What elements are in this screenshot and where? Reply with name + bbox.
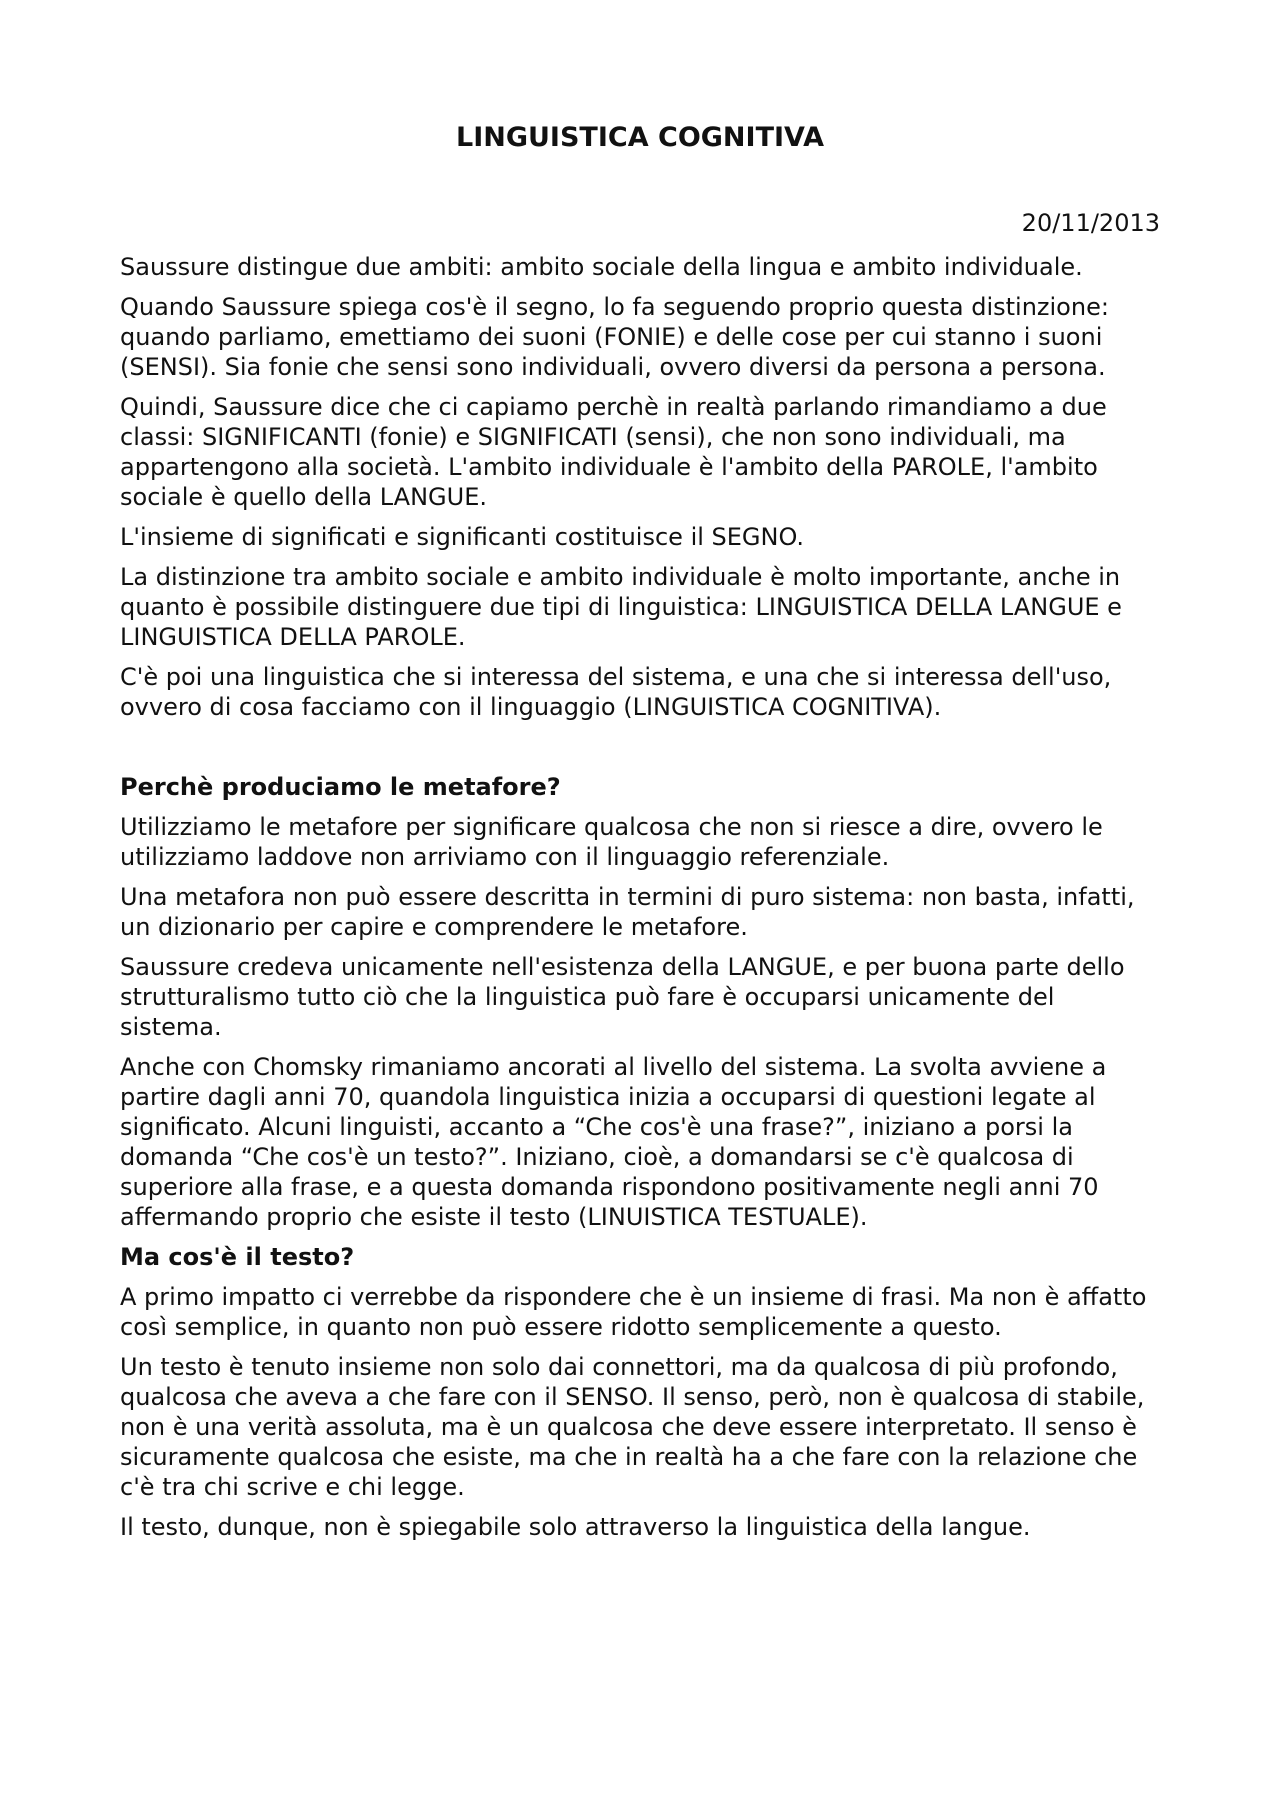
section-heading-metafore: Perchè produciamo le metafore? [120,773,561,801]
document-body [120,252,1160,1552]
document-date: 20/11/2013 [1021,209,1160,237]
document-title: LINGUISTICA COGNITIVA [456,122,824,153]
paragraph: Quando Saussure spiega cos'è il segno, lo fa seguendo proprio questa distinzione: quando parliamo, emettiamo dei suoni (FONIE) e delle cose per cui stanno i suoni (SENSI). Sia fonie che sensi sono individuali, ovvero diversi da persona a persona. [120,293,1109,381]
paragraph: La distinzione tra ambito sociale e ambito individuale è molto importante, anche in quanto è possibile distinguere due tipi di linguistica: LINGUISTICA DELLA LANGUE e LINGUISTICA DELLA PAROLE. [120,563,1122,651]
paragraph: L'insieme di significati e significanti costituisce il SEGNO. [120,523,805,551]
paragraph: Anche con Chomsky rimaniamo ancorati al livello del sistema. La svolta avviene a partire dagli anni 70, quandola linguistica inizia a occuparsi di questioni legate al significato. Alcuni linguisti, accanto a “Che cos'è una frase?”, iniziano a porsi la domanda “Che cos'è un testo?”. Iniziano, cioè, a domandarsi se c'è qualcosa di superiore alla frase, e a questa domanda rispondono positivamente negli anni 70 affermando proprio che esiste il testo (LINUISTICA TESTUALE). [120,1053,1107,1231]
paragraph: Un testo è tenuto insieme non solo dai connettori, ma da qualcosa di più profondo, qualcosa che aveva a che fare con il SENSO. Il senso, però, non è qualcosa di stabile, non è una verità assoluta, ma è un qualcosa che deve essere interpretato. Il senso è sicuramente qualcosa che esiste, ma che in realtà ha a che fare con la relazione che c'è tra chi scrive e chi legge. [120,1353,1145,1501]
section-heading-testo: Ma cos'è il testo? [120,1243,355,1271]
paragraph: Quindi, Saussure dice che ci capiamo perchè in realtà parlando rimandiamo a due classi: SIGNIFICANTI (fonie) e SIGNIFICATI (sensi), che non sono individuali, ma appartengono alla società. L'ambito individuale è l'ambito della PAROLE, l'ambito sociale è quello della LANGUE. [120,393,1107,511]
paragraph: Saussure credeva unicamente nell'esistenza della LANGUE, e per buona parte dello strutturalismo tutto ciò che la linguistica può fare è occuparsi unicamente del sistema. [120,953,1125,1041]
paragraph: C'è poi una linguistica che si interessa del sistema, e una che si interessa dell'uso, ovvero di cosa facciamo con il linguaggio (LINGUISTICA COGNITIVA). [120,663,1112,721]
paragraph: Una metafora non può essere descritta in termini di puro sistema: non basta, infatti, un dizionario per capire e comprendere le metafore. [120,883,1135,941]
paragraph: Il testo, dunque, non è spiegabile solo attraverso la linguistica della langue. [120,1513,1031,1541]
paragraph: A primo impatto ci verrebbe da rispondere che è un insieme di frasi. Ma non è affatto così semplice, in quanto non può essere ridotto semplicemente a questo. [120,1283,1147,1341]
paragraph: Saussure distingue due ambiti: ambito sociale della lingua e ambito individuale. [120,253,1083,281]
paragraph: Utilizziamo le metafore per significare qualcosa che non si riesce a dire, ovvero le utilizziamo laddove non arriviamo con il linguaggio referenziale. [120,813,1103,871]
